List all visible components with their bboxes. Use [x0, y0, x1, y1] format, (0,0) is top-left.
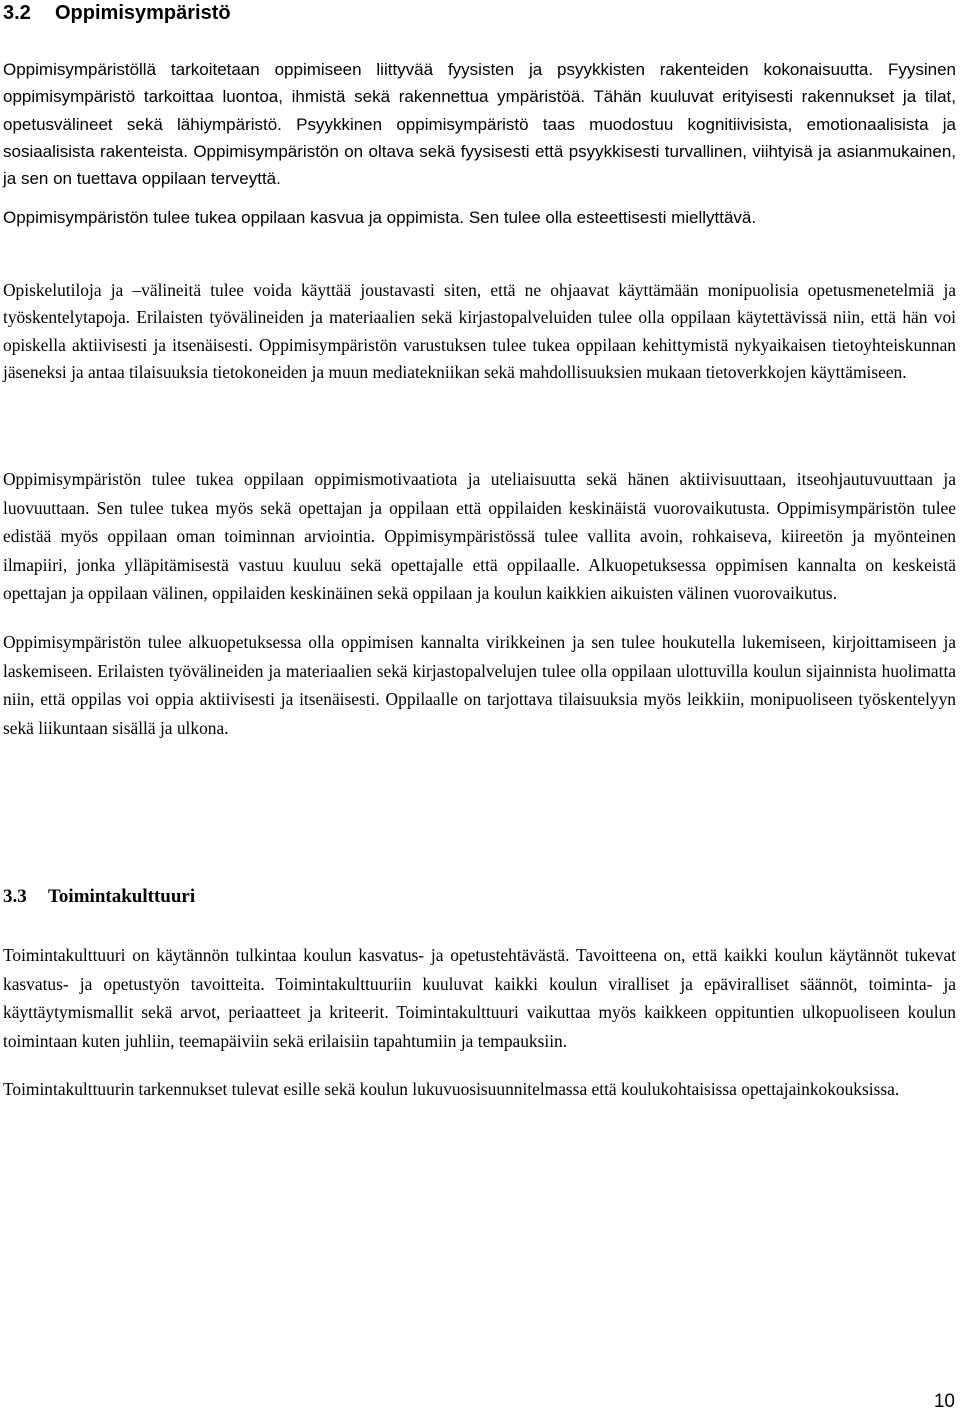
section-heading — [3, 884, 195, 910]
section-body — [3, 277, 956, 386]
section-heading — [3, 0, 231, 26]
paragraph: Oppimisympäristöllä tarkoitetaan oppimiseen liittyvää fyysisten ja psyykkisten rakenteiden kokonaisuutta. Fyysinen oppimisympäristö tarkoittaa luontoa, ihmistä sekä rakennettua ympäristöä. Tähän kuuluvat erityisesti rakennukset ja tilat, opetusvälineet sekä lähiympäristö. Psyykkinen oppimisympäristö taas muodostuu kognitiivisista, emotionaalisista ja sosiaalisista rakenteista. Oppimisympäristön on oltava sekä fyysisesti että psyykkisesti turvallinen, viihtyisä ja asianmukainen, ja sen on tuettava oppilaan terveyttä. — [3, 60, 956, 189]
paragraph: Oppimisympäristön tulee alkuopetuksessa olla oppimisen kannalta virikkeinen ja sen tulee houkutella lukemiseen, kirjoittamiseen ja laskemiseen. Erilaisten työvälineiden ja materiaalien sekä kirjastopalvelujen tulee olla oppilaan ulottuvilla koulun sijainnista huolimatta niin, että oppilas voi oppia aktiivisesti ja itsenäisesti. Oppilaalle on tarjottava tilaisuuksia myös leikkiin, monipuoliseen työskentelyyn sekä liikuntaan sisällä ja ulkona. — [3, 631, 956, 738]
paragraph: Toimintakulttuuri on käytännön tulkintaa koulun kasvatus- ja opetustehtävästä. Tavoitteena on, että kaikki koulun käytännöt tukevat kasvatus- ja opetustyön tavoitteita. Toimintakulttuuriin kuuluvat kaikki koulun viralliset ja epäviralliset säännöt, toiminta- ja käyttäytymismallit sekä arvot, periaatteet ja kriteerit. Toimintakulttuuri vaikuttaa myös kaikkeen oppituntien ulkopuoliseen koulun toimintaan kuten juhliin, teemapäiviin sekä erilaisiin tapahtumiin ja tempauksiin. — [3, 945, 956, 1051]
section-body — [3, 941, 956, 1124]
section-number: 3.2 — [3, 2, 31, 24]
paragraph: Toimintakulttuurin tarkennukset tulevat esille sekä koulun lukuvuosisuunnitelmassa että koulukohtaisissa opettajainkokouksissa. — [3, 1079, 900, 1100]
section-title: Toimintakulttuuri — [48, 886, 196, 907]
paragraph: Oppimisympäristön tulee tukea oppilaan kasvua ja oppimista. Sen tulee olla esteettisesti miellyttävä. — [3, 208, 757, 228]
paragraph: Opiskelutiloja ja –välineitä tulee voida käyttää joustavasti siten, että ne ohjaavat käyttämään monipuolisia opetusmenetelmiä ja työskentelytapoja. Erilaisten työvälineiden ja materiaalien sekä kirjastopalveluiden tulee olla oppilaan käytettävissä niin, että hän voi opiskella aktiivisesti ja itsenäisesti. Oppimisympäristön varustuksen tulee tukea oppilaan kehittymistä nykyaikaisen tietoyhteiskunnan jäseneksi ja antaa tilaisuuksia tietokoneiden ja muun mediatekniikan sekä mahdollisuuksien mukaan tietoverkkojen käyttämiseen. — [3, 280, 956, 382]
section-title: Oppimisympäristö — [55, 2, 231, 24]
page-number: 10 — [933, 1391, 955, 1412]
section-body — [3, 465, 956, 762]
section-body — [3, 56, 956, 244]
paragraph: Oppimisympäristön tulee tukea oppilaan oppimismotivaatiota ja uteliaisuutta sekä hänen aktiivisuuttaan, itseohjautuvuuttaan ja luovuuttaan. Sen tulee tukea myös sekä opettajan ja oppilaan että oppilaiden keskinäistä vuorovaikutusta. Oppimisympäristön tulee edistää myös oppilaan oman toiminnan arviointia. Oppimisympäristössä tulee vallita avoin, rohkaiseva, kiireetön ja myönteinen ilmapiiri, jonka ylläpitämisestä vastuu kuuluu sekä opettajalle että oppilaalle. Alkuopetuksessa oppimisen kannalta on keskeistä opettajan ja oppilaan välinen, oppilaiden keskinäinen sekä oppilaan ja koulun kaikkien aikuisten välinen vuorovaikutus. — [3, 469, 956, 604]
section-number: 3.3 — [3, 886, 27, 907]
